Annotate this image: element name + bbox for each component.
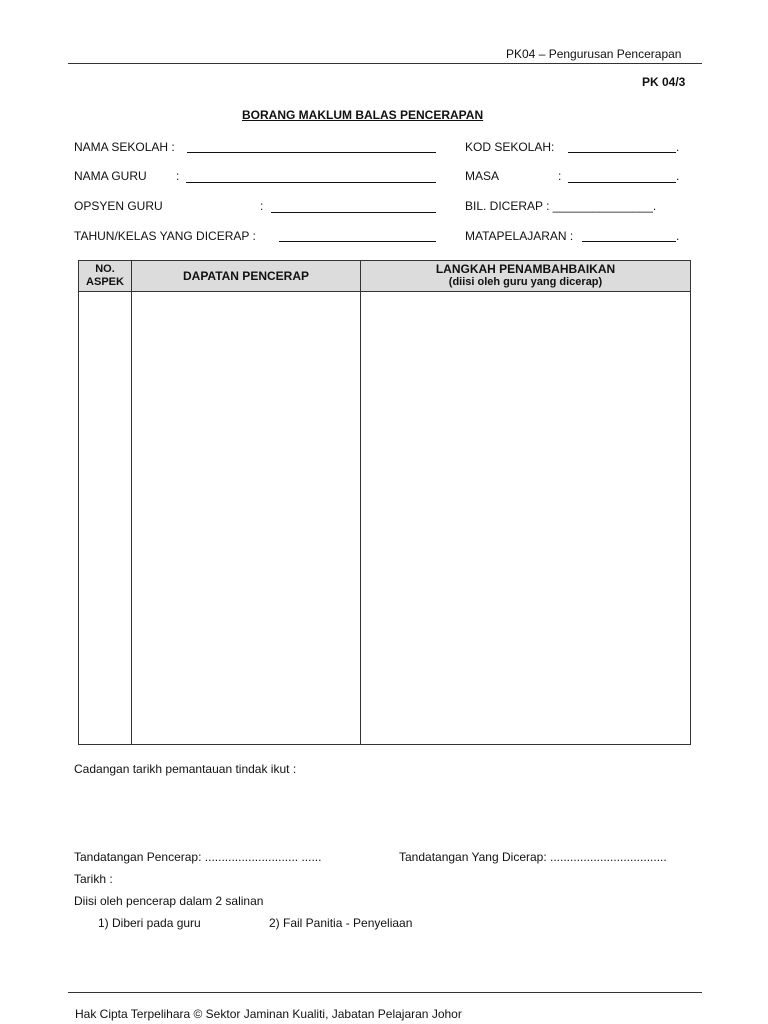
tahun-kelas-label: TAHUN/KELAS YANG DICERAP : [74, 229, 256, 243]
form-title: BORANG MAKLUM BALAS PENCERAPAN [242, 108, 484, 122]
masa-field[interactable] [568, 182, 676, 183]
langkah-label: LANGKAH PENAMBAHBAIKAN [435, 262, 616, 276]
opsyen-guru-colon: : [260, 199, 264, 213]
tandatangan-dicerap[interactable]: Tandatangan Yang Dicerap: ................................... [399, 850, 667, 864]
no-label: NO. [95, 263, 115, 275]
form-code: PK 04/3 [642, 75, 686, 89]
nama-guru-label: NAMA GURU [74, 169, 147, 183]
column-header-langkah [361, 261, 691, 292]
matapelajaran-period: . [676, 229, 680, 243]
langkah-sublabel: (diisi oleh guru yang dicerap) [448, 276, 603, 288]
cadangan-label: Cadangan tarikh pemantauan tindak ikut : [74, 762, 297, 776]
matapelajaran-label: MATAPELAJARAN : [465, 229, 574, 243]
column-header-dapatan: DAPATAN PENCERAP [132, 261, 361, 292]
copy-item-1: 1) Diberi pada guru [98, 916, 201, 930]
bil-dicerap-field[interactable]: BIL. DICERAP : _______________. [465, 199, 657, 213]
copy-item-2: 2) Fail Panitia - Penyeliaan [269, 916, 413, 930]
aspek-label: ASPEK [86, 276, 124, 288]
kod-sekolah-label: KOD SEKOLAH: [465, 140, 555, 154]
diisi-note: Diisi oleh pencerap dalam 2 salinan [74, 894, 264, 908]
tandatangan-pencerap[interactable]: Tandatangan Pencerap: ............................ ...... [74, 850, 322, 864]
observation-table [78, 260, 691, 745]
opsyen-guru-label: OPSYEN GURU [74, 199, 163, 213]
masa-label: MASA [465, 169, 500, 183]
footer-divider [68, 992, 702, 993]
kod-sekolah-field[interactable] [568, 152, 676, 153]
column-header-no-aspek [79, 261, 132, 292]
nama-guru-field[interactable] [186, 182, 436, 183]
tahun-kelas-field[interactable] [279, 241, 436, 242]
document-reference: PK04 – Pengurusan Pencerapan [506, 47, 682, 61]
tarikh-label: Tarikh : [74, 872, 113, 886]
header-divider [68, 63, 702, 64]
nama-guru-colon: : [176, 169, 180, 183]
nama-sekolah-field[interactable] [187, 152, 436, 153]
no-aspek-cell[interactable] [79, 292, 132, 745]
masa-colon: : [558, 169, 562, 183]
opsyen-guru-field[interactable] [271, 212, 436, 213]
matapelajaran-field[interactable] [582, 241, 676, 242]
kod-sekolah-period: . [676, 140, 680, 154]
nama-sekolah-label: NAMA SEKOLAH : [74, 140, 175, 154]
copyright-footer: Hak Cipta Terpelihara © Sektor Jaminan Kualiti, Jabatan Pelajaran Johor [75, 1007, 462, 1021]
langkah-cell[interactable] [361, 292, 691, 745]
masa-period: . [676, 169, 680, 183]
dapatan-cell[interactable] [132, 292, 361, 745]
